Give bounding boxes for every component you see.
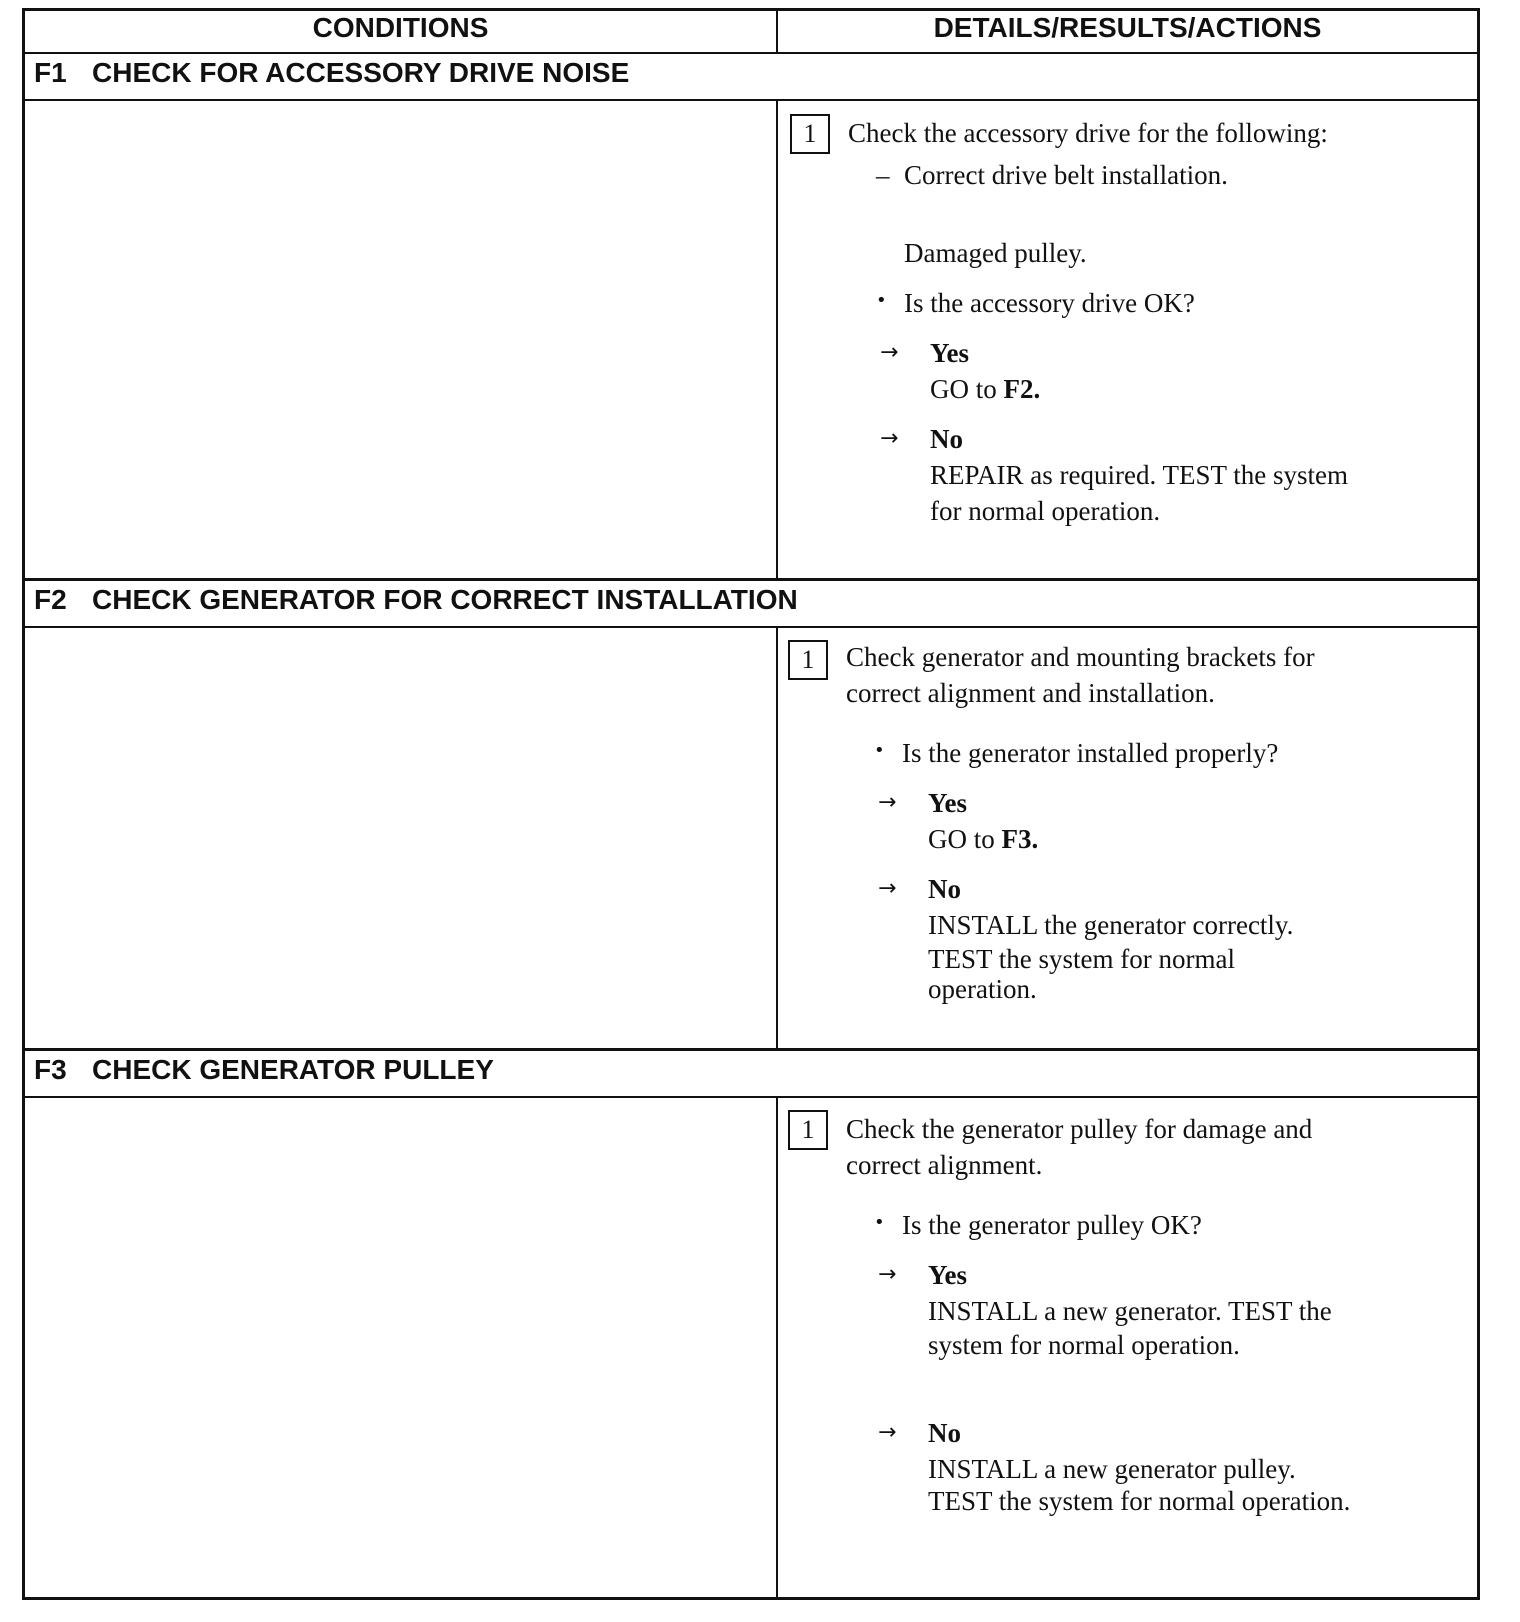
arrow-right-icon: → (878, 876, 897, 901)
step-title-f2 (34, 584, 798, 616)
section-divider (22, 99, 1480, 101)
bullet-marker: • (874, 740, 885, 761)
section-divider (22, 578, 1480, 581)
yes-action: INSTALL a new generator. TEST the (928, 1296, 1332, 1326)
step-number-box: 1 (788, 640, 828, 680)
header-divider (22, 52, 1480, 54)
yes-label: Yes (928, 788, 967, 818)
no-action: operation. (928, 974, 1037, 1004)
yes-label: Yes (930, 338, 969, 368)
section-divider (22, 1048, 1480, 1051)
step-title-text: CHECK GENERATOR PULLEY (92, 1054, 494, 1085)
no-label: No (930, 424, 963, 454)
section-divider (22, 1096, 1480, 1098)
column-divider (776, 626, 778, 1049)
arrow-right-icon: → (878, 790, 897, 815)
arrow-right-icon: → (878, 1420, 897, 1445)
no-action: for normal operation. (930, 496, 1161, 526)
yes-action: GO to F2. (930, 374, 1041, 404)
arrow-right-icon: → (880, 340, 899, 365)
question-text: Is the accessory drive OK? (904, 288, 1195, 318)
step-title-f1 (34, 57, 629, 89)
step-title-f3 (34, 1054, 494, 1086)
instruction-text: correct alignment. (846, 1150, 1043, 1180)
no-label: No (928, 1418, 961, 1448)
arrow-right-icon: → (880, 426, 899, 451)
dash-marker: – (876, 160, 890, 190)
no-action: REPAIR as required. TEST the system (930, 460, 1348, 490)
step-number-box: 1 (790, 114, 830, 154)
details-header: DETAILS/RESULTS/ACTIONS (933, 12, 1322, 43)
instruction-text: Check generator and mounting brackets for (846, 642, 1315, 672)
column-divider (776, 99, 778, 580)
step-id: F1 (34, 57, 67, 88)
yes-label: Yes (928, 1260, 967, 1290)
no-action: INSTALL the generator correctly. (928, 910, 1294, 940)
check-item: Damaged pulley. (904, 238, 1087, 268)
column-divider (776, 1096, 778, 1600)
check-item: Correct drive belt installation. (904, 160, 1228, 190)
arrow-right-icon: → (878, 1262, 897, 1287)
step-reference-link[interactable]: F2. (1003, 374, 1041, 404)
step-reference-link[interactable]: F3. (1001, 824, 1039, 854)
yes-action: system for normal operation. (928, 1330, 1240, 1360)
table-border (22, 8, 1480, 1600)
instruction-text: Check the accessory drive for the following: (848, 118, 1328, 148)
bullet-marker: • (874, 1212, 885, 1233)
step-number-box: 1 (788, 1110, 828, 1150)
step-id: F2 (34, 584, 67, 615)
instruction-text: correct alignment and installation. (846, 678, 1215, 708)
step-id: F3 (34, 1054, 67, 1085)
step-title-text: CHECK GENERATOR FOR CORRECT INSTALLATION (92, 584, 798, 615)
conditions-header: CONDITIONS (312, 12, 489, 43)
no-label: No (928, 874, 961, 904)
bullet-marker: • (876, 290, 887, 311)
section-divider (22, 626, 1480, 628)
question-text: Is the generator pulley OK? (902, 1210, 1202, 1240)
yes-action: GO to F3. (928, 824, 1039, 854)
question-text: Is the generator installed properly? (902, 738, 1279, 768)
no-action: TEST the system for normal (928, 944, 1235, 974)
no-action: TEST the system for normal operation. (928, 1486, 1351, 1516)
instruction-text: Check the generator pulley for damage and (846, 1114, 1313, 1144)
no-action: INSTALL a new generator pulley. (928, 1454, 1296, 1484)
step-title-text: CHECK FOR ACCESSORY DRIVE NOISE (92, 57, 630, 88)
